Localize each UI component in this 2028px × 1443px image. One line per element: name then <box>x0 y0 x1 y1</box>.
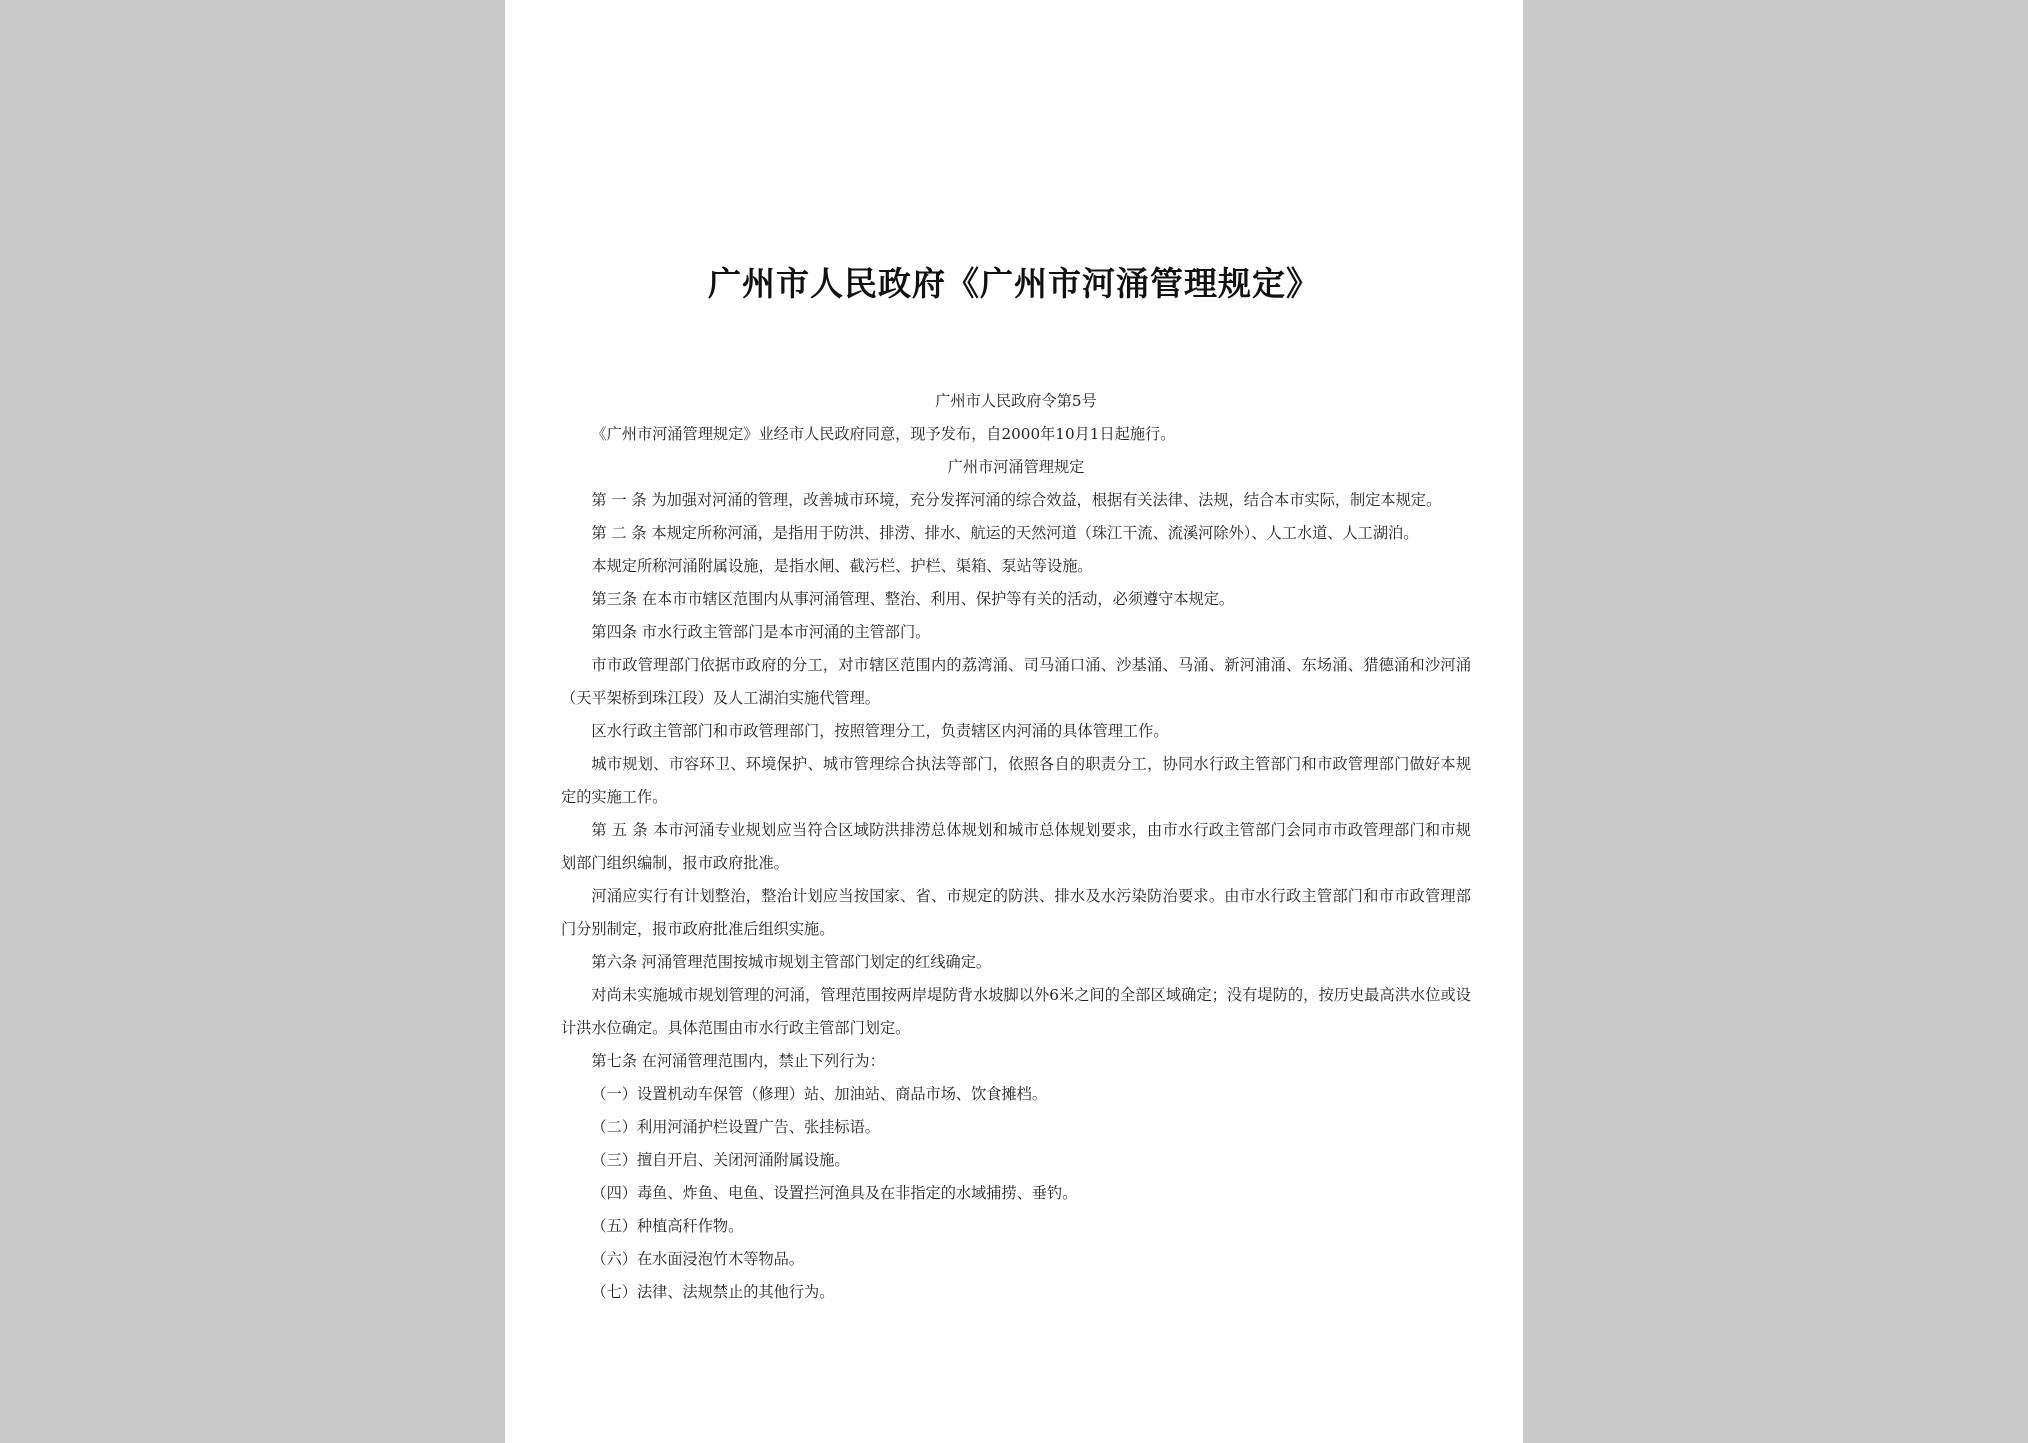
body-paragraph: （四）毒鱼、炸鱼、电鱼、设置拦河渔具及在非指定的水域捕捞、垂钓。 <box>591 1184 1078 1202</box>
document-title: 广州市人民政府《广州市河涌管理规定》 <box>708 264 1320 303</box>
document-page <box>505 0 1523 1443</box>
body-paragraph: （一）设置机动车保管（修理）站、加油站、商品市场、饮食摊档。 <box>591 1085 1048 1103</box>
body-paragraph: 第四条 市水行政主管部门是本市河涌的主管部门。 <box>591 623 931 641</box>
body-paragraph: 第 二 条 本规定所称河涌，是指用于防洪、排涝、排水、航运的天然河道（珠江干流、流溪河除外）、人工水道、人工湖泊。 <box>591 524 1419 542</box>
body-paragraph: 第 一 条 为加强对河涌的管理，改善城市环境，充分发挥河涌的综合效益，根据有关法律、法规，结合本市实际，制定本规定。 <box>591 491 1442 509</box>
body-paragraph: 第六条 河涌管理范围按城市规划主管部门划定的红线确定。 <box>591 953 992 971</box>
body-paragraph: 对尚未实施城市规划管理的河涌，管理范围按两岸堤防背水坡脚以外6米之间的全部区域确定；没有堤防的，按历史最高洪水位或设计洪水位确定。具体范围由市水行政主管部门划定。 <box>561 986 1471 1037</box>
body-paragraph: 城市规划、市容环卫、环境保护、城市管理综合执法等部门，依照各自的职责分工，协同水行政主管部门和市政管理部门做好本规定的实施工作。 <box>561 755 1471 806</box>
body-paragraph: 《广州市河涌管理规定》业经市人民政府同意，现予发布，自2000年10月1日起施行。 <box>591 425 1176 443</box>
body-paragraph: 第三条 在本市市辖区范围内从事河涌管理、整治、利用、保护等有关的活动，必须遵守本规定。 <box>591 590 1235 608</box>
body-paragraph: 市市政管理部门依据市政府的分工，对市辖区范围内的荔湾涌、司马涌口涌、沙基涌、马涌、新河浦涌、东场涌、猎德涌和沙河涌（天平架桥到珠江段）及人工湖泊实施代管理。 <box>561 656 1471 707</box>
body-paragraph: 第 五 条 本市河涌专业规划应当符合区域防洪排涝总体规划和城市总体规划要求，由市水行政主管部门会同市市政管理部门和市规划部门组织编制，报市政府批准。 <box>561 821 1471 872</box>
body-paragraph: （六）在水面浸泡竹木等物品。 <box>591 1250 805 1268</box>
body-paragraph: 区水行政主管部门和市政管理部门，按照管理分工，负责辖区内河涌的具体管理工作。 <box>591 722 1169 740</box>
body-paragraph: （三）擅自开启、关闭河涌附属设施。 <box>591 1151 850 1169</box>
document-body <box>561 385 1471 1309</box>
centered-heading: 广州市人民政府令第5号 <box>935 392 1097 410</box>
body-paragraph: 本规定所称河涌附属设施，是指水闸、截污栏、护栏、渠箱、泵站等设施。 <box>591 557 1093 575</box>
body-paragraph: （五）种植高秆作物。 <box>591 1217 744 1235</box>
body-paragraph: 第七条 在河涌管理范围内，禁止下列行为： <box>591 1052 885 1070</box>
body-paragraph: （七）法律、法规禁止的其他行为。 <box>591 1283 835 1301</box>
body-paragraph: 河涌应实行有计划整治，整治计划应当按国家、省、市规定的防洪、排水及水污染防治要求。由市水行政主管部门和市市政管理部门分别制定，报市政府批准后组织实施。 <box>561 887 1471 938</box>
centered-heading: 广州市河涌管理规定 <box>947 458 1085 476</box>
body-paragraph: （二）利用河涌护栏设置广告、张挂标语。 <box>591 1118 880 1136</box>
